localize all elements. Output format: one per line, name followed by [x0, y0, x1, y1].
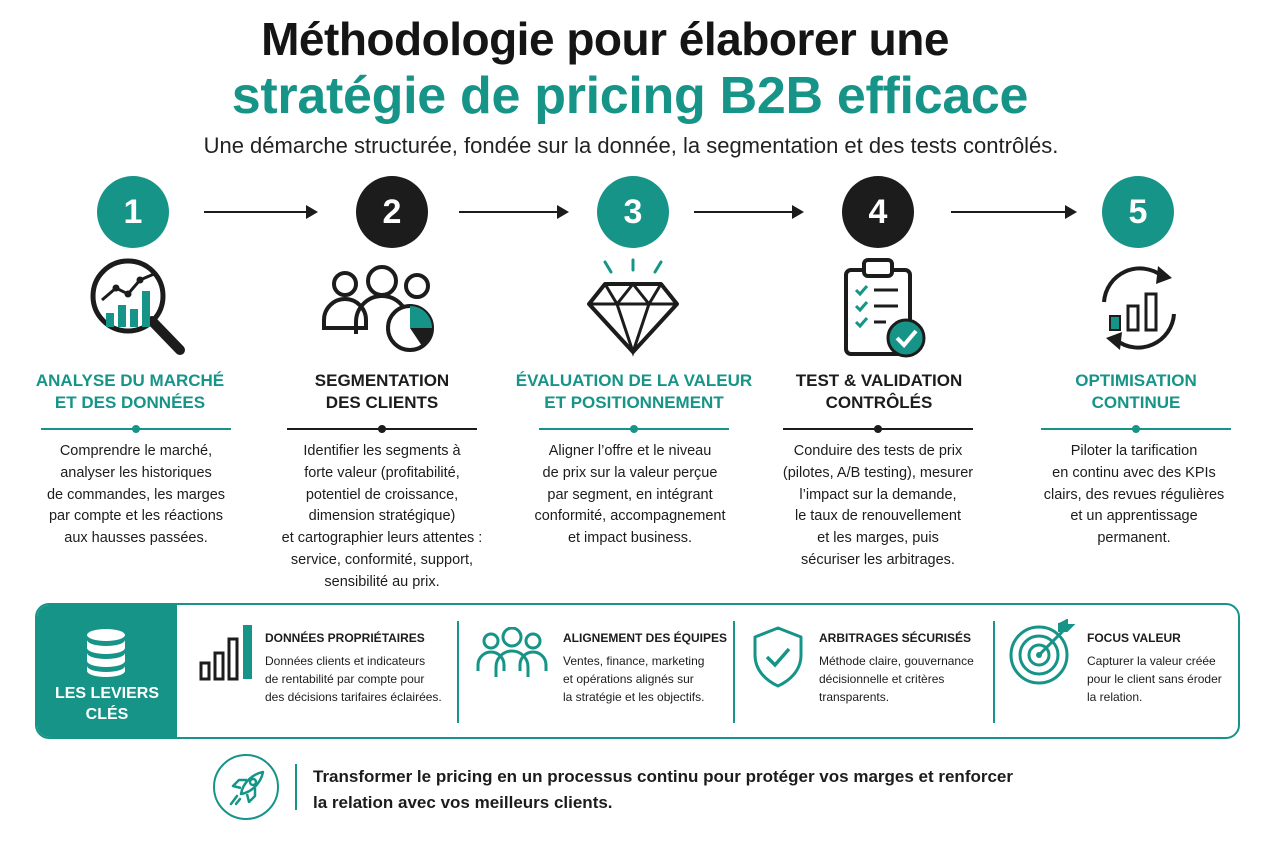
- step-4-desc-line: et les marges, puis: [817, 530, 939, 547]
- key-levers-panel: [35, 603, 1240, 739]
- step-2-separator: [287, 428, 477, 430]
- step-5-separator: [1041, 428, 1231, 430]
- step-4-title-line2: CONTRÔLÉS: [825, 393, 933, 412]
- page-title-line1: Méthodologie pour élaborer une: [261, 13, 949, 65]
- step-5-title-line1: OPTIMISATION: [1075, 371, 1197, 390]
- step-1-desc-line: de commandes, les marges: [46, 486, 226, 503]
- magnifier-chart-icon: [86, 258, 186, 358]
- lever-1-desc-line: Données clients et indicateurs: [265, 654, 426, 668]
- page-subtitle: Une démarche structurée, fondée sur la donnée, la segmentation et des tests contrôlés.: [203, 133, 1059, 158]
- step-1-title: [10, 370, 250, 414]
- key-levers-label-line1: LES LEVIERS: [54, 685, 160, 702]
- target-icon: [1007, 617, 1077, 687]
- step-4-number: 4: [842, 176, 914, 248]
- step-5-desc-line: et un apprentissage: [1070, 508, 1198, 525]
- lever-2-description: [563, 652, 731, 706]
- flow-arrow-2-3: [459, 211, 567, 213]
- step-1-desc-line: Comprendre le marché,: [59, 443, 213, 459]
- step-4-desc-line: l’impact sur la demande,: [799, 486, 957, 503]
- lever-2-desc-line: la stratégie et les objectifs.: [563, 690, 705, 704]
- flow-arrow-1-2: [204, 211, 316, 213]
- lever-2-desc-line: Ventes, finance, marketing: [563, 654, 705, 668]
- lever-3-description: [819, 652, 991, 706]
- lever-4-title: FOCUS VALEUR: [1087, 631, 1181, 645]
- step-2-desc-line: potentiel de croissance,: [305, 486, 459, 503]
- step-3-desc-line: de prix sur la valeur perçue: [542, 464, 718, 481]
- lever-secure-arbitrations: [735, 605, 993, 737]
- lever-3-desc-line: Méthode claire, gouvernance: [819, 654, 974, 668]
- step-5-description: [1014, 441, 1254, 550]
- lever-4-desc-line: la relation.: [1087, 690, 1143, 704]
- step-4-separator: [783, 428, 973, 430]
- step-3-title-line2: ET POSITIONNEMENT: [544, 393, 724, 412]
- step-3-desc-line: par segment, en intégrant: [547, 486, 713, 503]
- footer-message: [313, 764, 1073, 816]
- rocket-icon: [227, 768, 267, 808]
- step-2-number: 2: [356, 176, 428, 248]
- team-icon: [475, 627, 549, 681]
- step-5-title-line2: CONTINUE: [1091, 393, 1181, 412]
- key-levers-label-line2: CLÉS: [85, 706, 129, 723]
- shield-check-icon: [751, 625, 805, 689]
- step-1-desc-line: aux hausses passées.: [64, 530, 208, 547]
- flow-arrow-4-5: [951, 211, 1075, 213]
- footer-divider: [295, 764, 297, 810]
- lever-4-description: [1087, 652, 1237, 706]
- step-3-number: 3: [597, 176, 669, 248]
- lever-1-description: [265, 652, 455, 706]
- step-4-desc-line: (pilotes, A/B testing), mesurer: [782, 464, 974, 481]
- step-1-description: [16, 441, 256, 550]
- people-pie-icon: [318, 264, 446, 354]
- lever-3-desc-line: transparents.: [819, 690, 890, 704]
- step-1-desc-line: analyser les historiques: [60, 464, 212, 481]
- step-3-desc-line: conformité, accompagnement: [534, 508, 726, 525]
- clipboard-check-icon: [840, 258, 932, 360]
- step-1-number: 1: [97, 176, 169, 248]
- database-icon: [83, 627, 129, 677]
- step-2-desc-line: sensibilité au prix.: [324, 573, 440, 590]
- cycle-chart-icon: [1086, 258, 1190, 358]
- step-4-description: [758, 441, 998, 572]
- lever-1-title: DONNÉES PROPRIÉTAIRES: [265, 631, 425, 645]
- lever-3-title: ARBITRAGES SÉCURISÉS: [819, 631, 972, 645]
- step-2-description: [262, 441, 502, 594]
- step-5-desc-line: Piloter la tarification: [1070, 443, 1198, 459]
- lever-2-title: ALIGNEMENT DES ÉQUIPES: [563, 631, 728, 645]
- step-3-title: [514, 370, 754, 414]
- step-3-description: [510, 441, 750, 550]
- lever-3-desc-line: décisionnelle et critères: [819, 672, 945, 686]
- page-title-line2: stratégie de pricing B2B efficace: [231, 67, 1029, 125]
- step-1-title-line2: ET DES DONNÉES: [54, 393, 206, 412]
- step-2-title: [262, 370, 502, 414]
- step-2-desc-line: Identifier les segments à: [303, 443, 461, 459]
- lever-1-desc-line: des décisions tarifaires éclairées.: [265, 690, 442, 704]
- step-2-title-line2: DES CLIENTS: [325, 393, 439, 412]
- step-3-separator: [539, 428, 729, 430]
- step-5-number: 5: [1102, 176, 1174, 248]
- lever-4-desc-line: Capturer la valeur créée: [1087, 654, 1216, 668]
- lever-2-desc-line: et opérations alignés sur: [563, 672, 694, 686]
- lever-1-desc-line: de rentabilité par compte pour: [265, 672, 425, 686]
- bar-chart-icon: [199, 623, 255, 681]
- step-5-desc-line: clairs, des revues régulières: [1043, 486, 1225, 503]
- diamond-icon: [583, 258, 683, 358]
- step-2-desc-line: et cartographier leurs attentes :: [281, 530, 483, 547]
- step-3-desc-line: Aligner l’offre et le niveau: [548, 443, 712, 459]
- step-1-separator: [41, 428, 231, 430]
- step-5-title: [1016, 370, 1256, 414]
- step-2-desc-line: service, conformité, support,: [290, 551, 474, 568]
- step-1-title-line1: ANALYSE DU MARCHÉ: [35, 371, 225, 390]
- lever-value-focus: [995, 605, 1240, 737]
- step-5-desc-line: en continu avec des KPIs: [1052, 464, 1216, 481]
- key-levers-tab: [37, 605, 177, 737]
- lever-4-desc-line: pour le client sans éroder: [1087, 672, 1222, 686]
- footer-rocket-circle: [213, 754, 279, 820]
- key-levers-label: [37, 683, 177, 725]
- step-2-desc-line: forte valeur (profitabilité,: [304, 464, 460, 481]
- step-2-desc-line: dimension stratégique): [308, 508, 456, 525]
- lever-team-alignment: [459, 605, 733, 737]
- lever-proprietary-data: [177, 605, 457, 737]
- step-4-title: [759, 370, 999, 414]
- flow-arrow-3-4: [694, 211, 802, 213]
- step-1-desc-line: par compte et les réactions: [48, 508, 224, 525]
- step-5-desc-line: permanent.: [1097, 530, 1171, 547]
- step-4-desc-line: le taux de renouvellement: [794, 508, 962, 525]
- step-4-desc-line: Conduire des tests de prix: [793, 443, 963, 459]
- step-4-desc-line: sécuriser les arbitrages.: [801, 551, 955, 568]
- footer-message-line1: Transformer le pricing en un processus continu pour protéger vos marges et renforcer: [313, 767, 1014, 786]
- step-4-title-line1: TEST & VALIDATION: [795, 371, 963, 390]
- step-3-desc-line: et impact business.: [567, 530, 693, 547]
- footer-message-line2: la relation avec vos meilleurs clients.: [313, 793, 613, 812]
- step-2-title-line1: SEGMENTATION: [314, 371, 450, 390]
- step-3-title-line1: ÉVALUATION DE LA VALEUR: [515, 371, 753, 390]
